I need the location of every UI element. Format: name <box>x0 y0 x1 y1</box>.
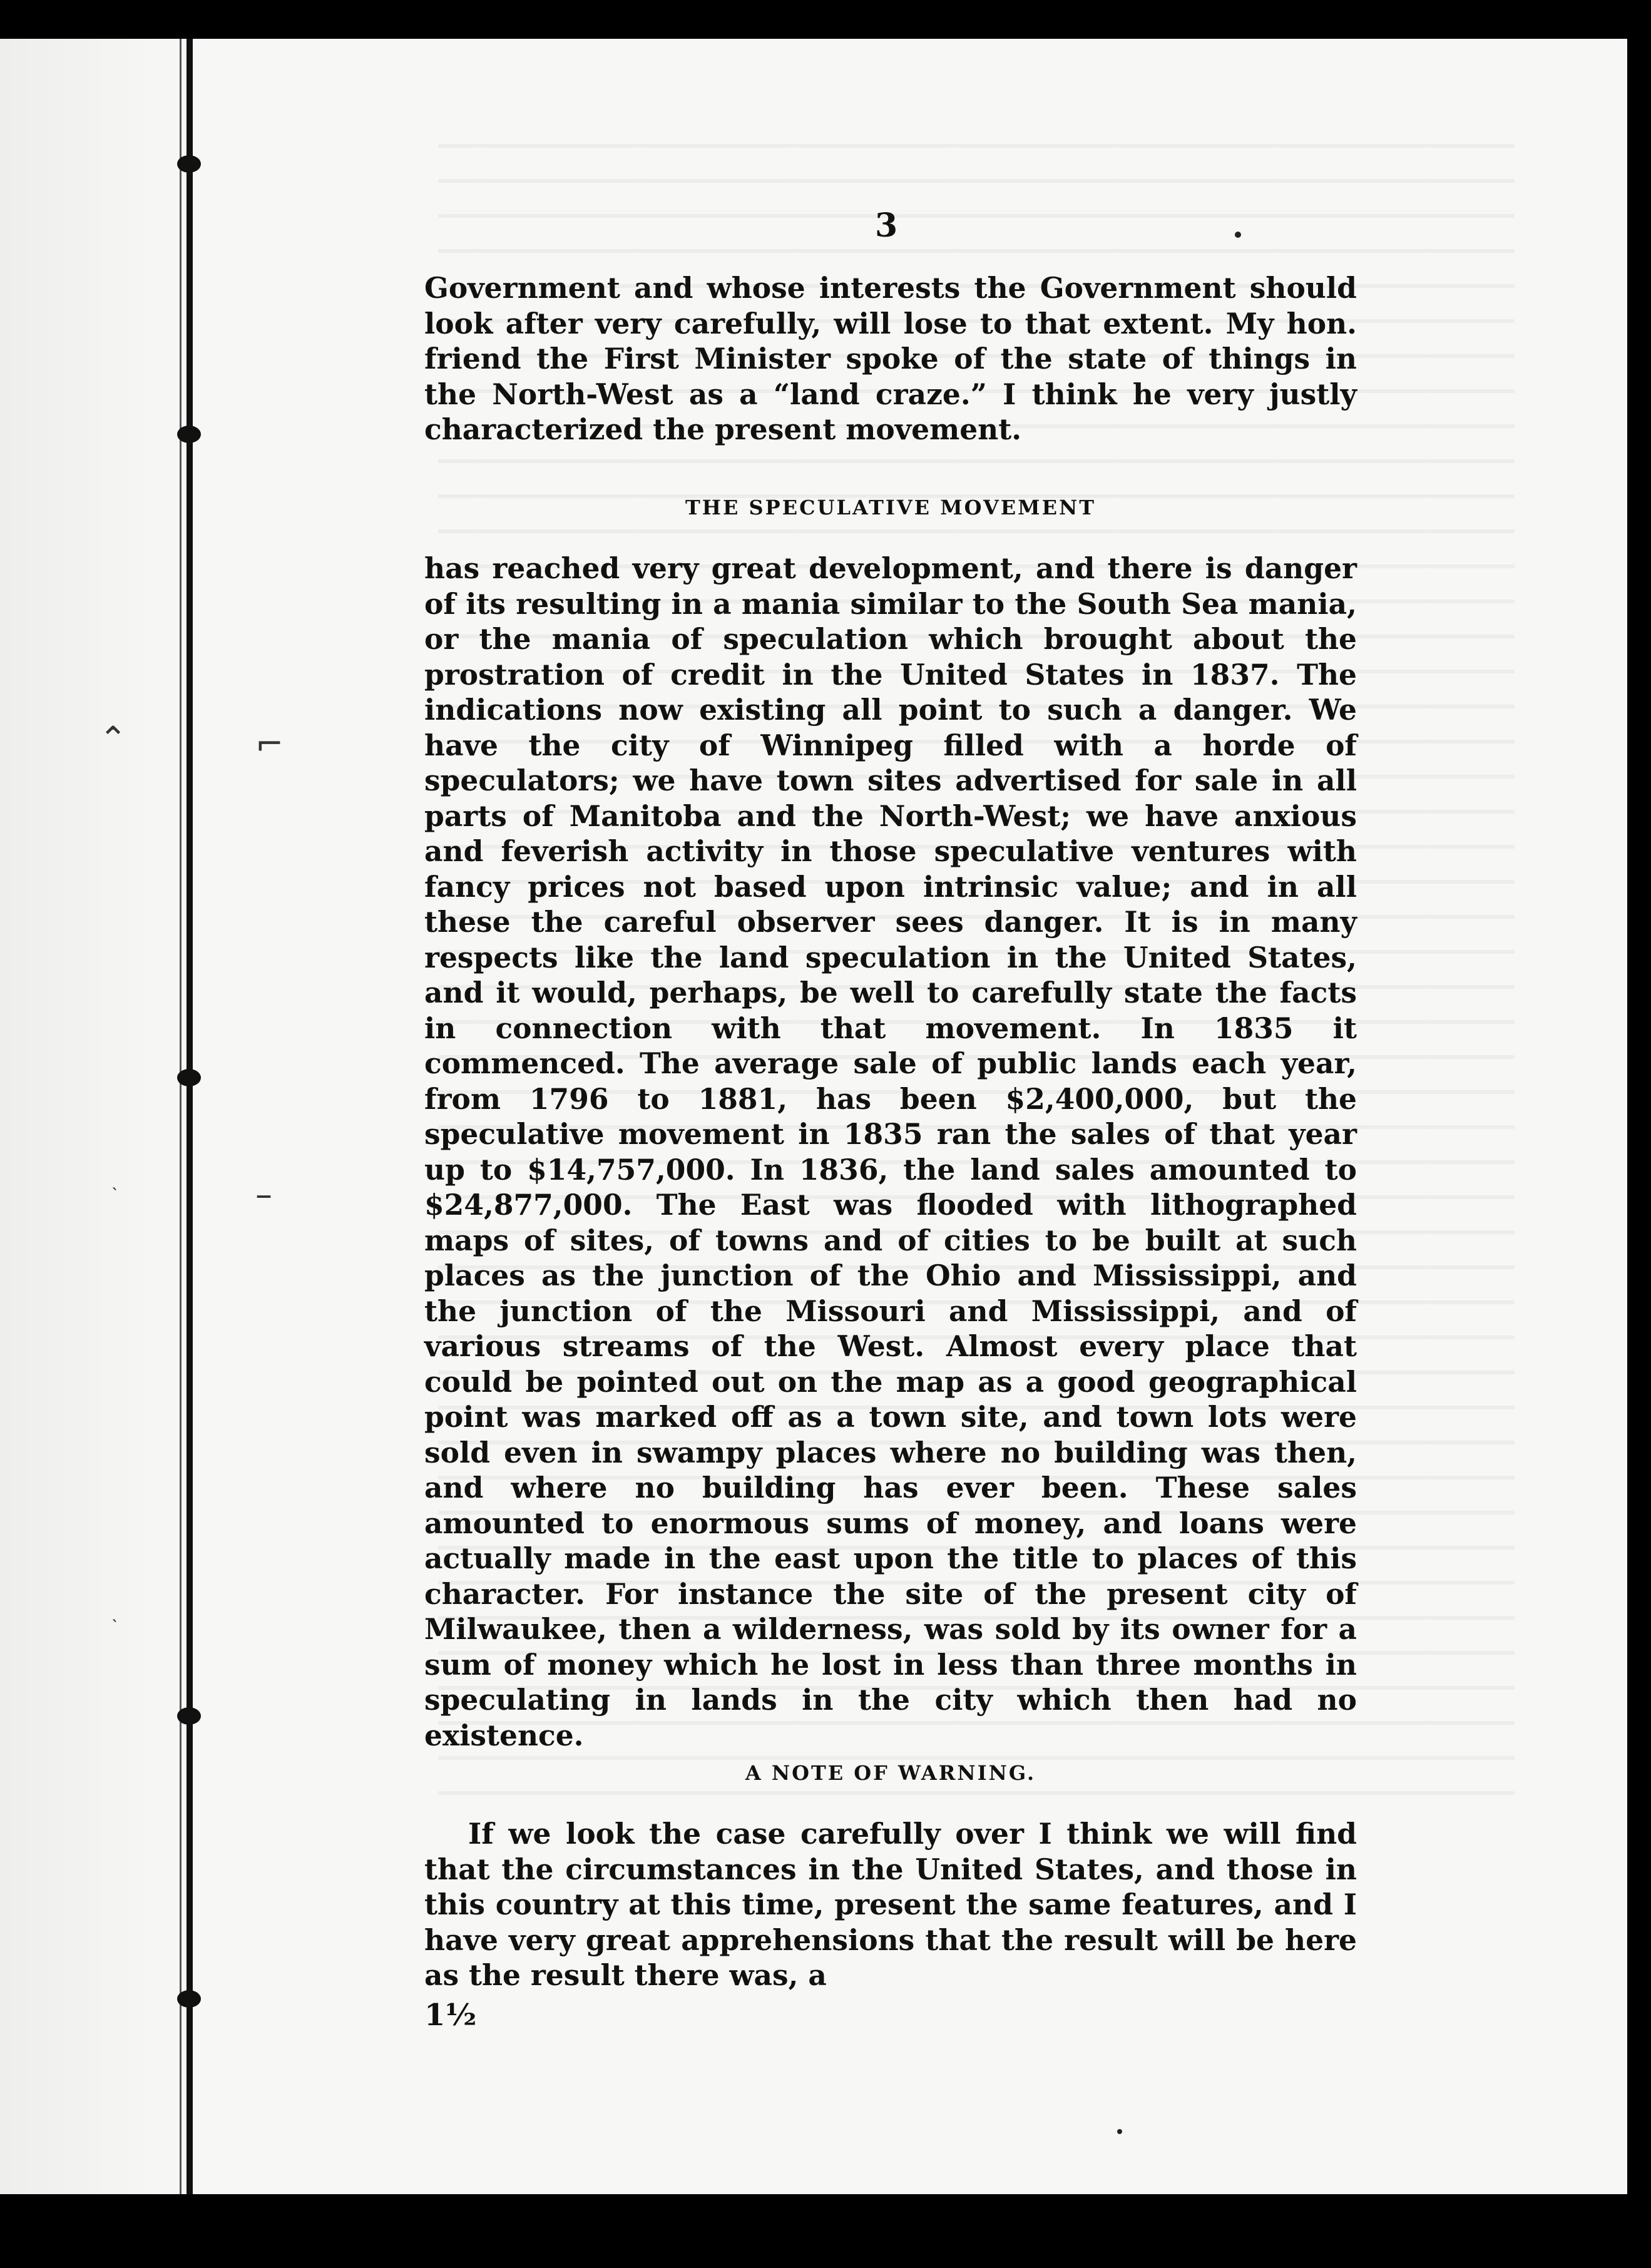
binding-strip <box>0 39 188 2194</box>
binding-knot <box>177 1707 201 1725</box>
margin-mark: ⌃ <box>99 719 128 759</box>
binding-knot <box>177 426 201 443</box>
paragraph-warning: If we look the case carefully over I think we will find that the circumstances in the United States, and those in this country at this time, present the same features, and I have very great apprehensions that the result will be here as the result there was, a <box>424 1817 1357 1992</box>
margin-mark: – <box>255 1175 272 1214</box>
heading-speculative-movement: THE SPECULATIVE MOVEMENT <box>685 496 1096 519</box>
ink-speck <box>1117 2129 1122 2134</box>
binding-knot <box>177 155 201 173</box>
binding-thread <box>180 39 181 2194</box>
paragraph-intro: Government and whose interests the Government should look after very carefully, will lose to that extent. My hon. friend the First Minister spoke of the state of things in the North-West as a “land craze.” I think he very justly characterized the present movement. <box>424 271 1357 446</box>
page-number: 3 <box>875 207 898 245</box>
document-page <box>0 39 1627 2194</box>
margin-mark: ˴ <box>111 1608 118 1630</box>
binding-knot <box>177 1069 201 1086</box>
paragraph-speculative-movement: has reached very great development, and there is danger of its resulting in a mania similar to the South Sea mania, or the mania of speculation which brought about the prostration of credit in the United States in 1837. The indications now existing all point to such a danger. We have the city of Winnipeg filled with a horde of speculators; we have town sites advertised for sale in all parts of Manitoba and the North-West; we have anxious and feverish activity in those speculative ventures with fancy prices not based upon intrinsic value; and in all these the careful observer sees danger. It is in many respects like the land speculation in the United States, and it would, perhaps, be well to carefully state the facts in connection with that movement. In 1835 it commenced. The average sale of public lands each year, from 1796 to 1881, has been $2,400,000, but the speculative movement in 1835 ran the sales of that year up to $14,757,000. In 1836, the land sales amounted to $24,877,000. The East was flooded with lithographed maps of sites, of towns and of cities to be built at such places as the junction of the Ohio and Mississippi, and the junction of the Missouri and Mississippi, and of various streams of the West. Almost every place that could be pointed out on the map as a good geographical point was marked off as a town site, and town lots were sold even in swampy places where no building was then, and where no building has ever been. These sales amounted to enormous sums of money, and loans were actually made in the east upon the title to places of this character. For instance the site of the present city of Milwaukee, then a wilderness, was sold by its owner for a sum of money which he lost in less than three months in speculating in lands in the city which then had no existence. <box>424 551 1357 1752</box>
heading-note-of-warning: A NOTE OF WARNING. <box>745 1761 1036 1785</box>
ink-speck <box>1235 232 1241 238</box>
margin-mark: ⌐ <box>255 724 284 764</box>
binding-knot <box>177 1990 201 2008</box>
binding-edge <box>187 39 193 2194</box>
signature-mark: 1½ <box>424 1998 477 2033</box>
margin-mark: ˴ <box>111 1176 118 1198</box>
